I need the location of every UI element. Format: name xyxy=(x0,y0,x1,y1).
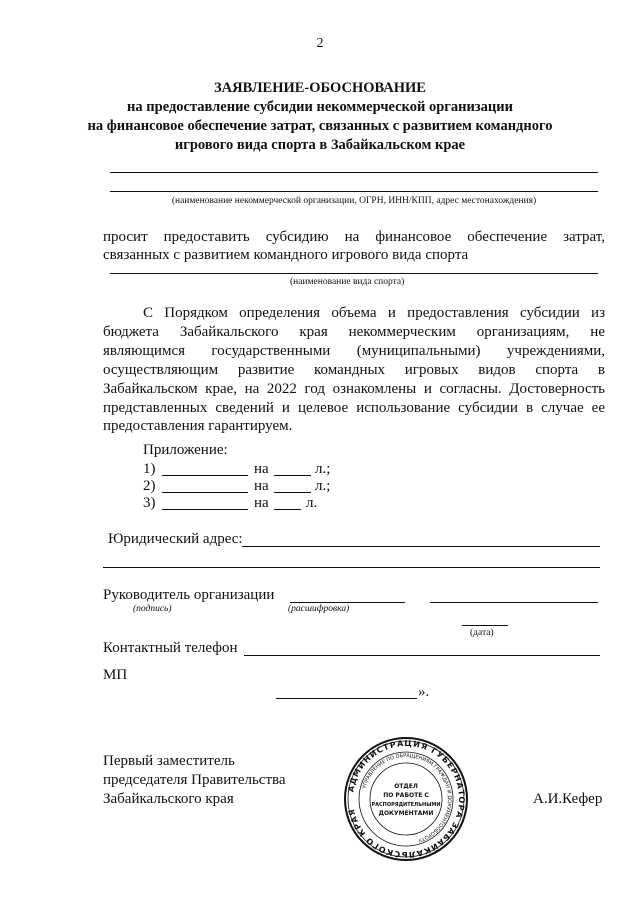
title-line-4: игрового вида спорта в Забайкальском крае xyxy=(174,137,466,153)
stamp-outer-text: АДМИНИСТРАЦИЯ ГУБЕРНАТОРА ЗАБАЙКАЛЬСКОГО КРАЯ xyxy=(346,738,467,860)
paragraph-line-7: предоставления гарантируем. xyxy=(103,418,293,434)
official-stamp xyxy=(343,736,469,862)
sport-caption: (наименование вида спорта) xyxy=(290,277,405,287)
attachment-item-3-l: л. xyxy=(306,495,318,511)
stamp-center-1: ОТДЕЛ xyxy=(394,783,418,790)
attachment-item-1-pages-line xyxy=(274,475,311,476)
request-line-2: связанных с развитием командного игрового вида спорта xyxy=(103,247,469,263)
mp-label: МП xyxy=(103,667,128,683)
attachment-label: Приложение: xyxy=(143,442,228,458)
request-line-1: просит предоставить субсидию на финансовое обеспечение затрат, xyxy=(103,229,605,245)
stamp-inner-text: УПРАВЛЕНИЕ ПО ОБРАЩЕНИЯМ ГРАЖДАН И ДОКУМЕНТООБОРОТУ xyxy=(361,752,453,843)
stamp-center-4: ДОКУМЕНТАМИ xyxy=(378,810,434,817)
paragraph-line-5: Забайкальском крае, на 2022 год ознакомлены и согласны. Достоверность xyxy=(103,381,605,397)
phone-label: Контактный телефон xyxy=(103,640,238,656)
signer-name: А.И.Кефер xyxy=(533,791,603,807)
signer-line-3: Забайкальского края xyxy=(103,791,234,807)
legal-address-line-1 xyxy=(242,546,600,547)
stamp-center-3: РАСПОРЯДИТЕЛЬНЫМИ xyxy=(371,802,441,808)
closing-line xyxy=(276,698,417,699)
attachment-item-3-line xyxy=(162,509,248,510)
sport-name-line xyxy=(110,273,598,274)
document-title: ЗАЯВЛЕНИЕ-ОБОСНОВАНИЕ xyxy=(214,80,426,96)
decoding-line xyxy=(290,602,405,603)
attachment-item-3-number: 3) xyxy=(143,495,156,511)
signer-line-1: Первый заместитель xyxy=(103,753,235,769)
paragraph-line-3: являющимся государственными (муниципальными) учреждениями, xyxy=(103,343,605,359)
paragraph-line-2: бюджета Забайкальского края некоммерческим организациям, не xyxy=(103,324,605,340)
attachment-item-1-number: 1) xyxy=(143,461,156,477)
date-line xyxy=(430,602,598,603)
attachment-item-2-line xyxy=(162,492,248,493)
closing-quote: ». xyxy=(418,684,430,700)
paragraph-line-4: осуществляющим развитие командных игровых видов спорта в xyxy=(103,362,605,378)
attachment-item-2-number: 2) xyxy=(143,478,156,494)
org-caption: (наименование некоммерческой организации, ОГРН, ИНН/КПП, адрес местонахождения) xyxy=(171,196,537,206)
attachment-item-1-na: на xyxy=(254,461,269,477)
attachment-item-3-pages-line xyxy=(274,509,301,510)
signature-caption: (подпись) xyxy=(133,604,172,614)
date-caption: (дата) xyxy=(470,628,494,638)
phone-line xyxy=(244,655,600,656)
date-caption-line xyxy=(462,625,508,626)
title-line-3: на финансовое обеспечение затрат, связанных с развитием командного xyxy=(87,118,553,134)
attachment-item-2-l: л.; xyxy=(315,478,331,494)
stamp-center-2: ПО РАБОТЕ С xyxy=(383,792,429,799)
attachment-item-3-na: на xyxy=(254,495,269,511)
attachment-item-2-na: на xyxy=(254,478,269,494)
decoding-caption: (расшифровка) xyxy=(288,604,350,614)
paragraph-line-1: С Порядком определения объема и предоставления субсидии из xyxy=(143,305,605,321)
head-label: Руководитель организации xyxy=(103,587,275,603)
attachment-item-2-pages-line xyxy=(274,492,311,493)
legal-address-line-2 xyxy=(103,567,600,568)
page-number: 2 xyxy=(316,36,324,51)
title-line-2: на предоставление субсидии некоммерческой организации xyxy=(127,99,513,115)
org-name-line-1 xyxy=(110,172,598,173)
attachment-item-1-l: л.; xyxy=(315,461,331,477)
attachment-item-1-line xyxy=(162,475,248,476)
legal-address-label: Юридический адрес: xyxy=(108,531,243,547)
signer-line-2: председателя Правительства xyxy=(103,772,286,788)
org-name-line-2 xyxy=(110,191,598,192)
paragraph-line-6: представленных сведений и целевое использование субсидии в случае ее xyxy=(103,400,605,416)
